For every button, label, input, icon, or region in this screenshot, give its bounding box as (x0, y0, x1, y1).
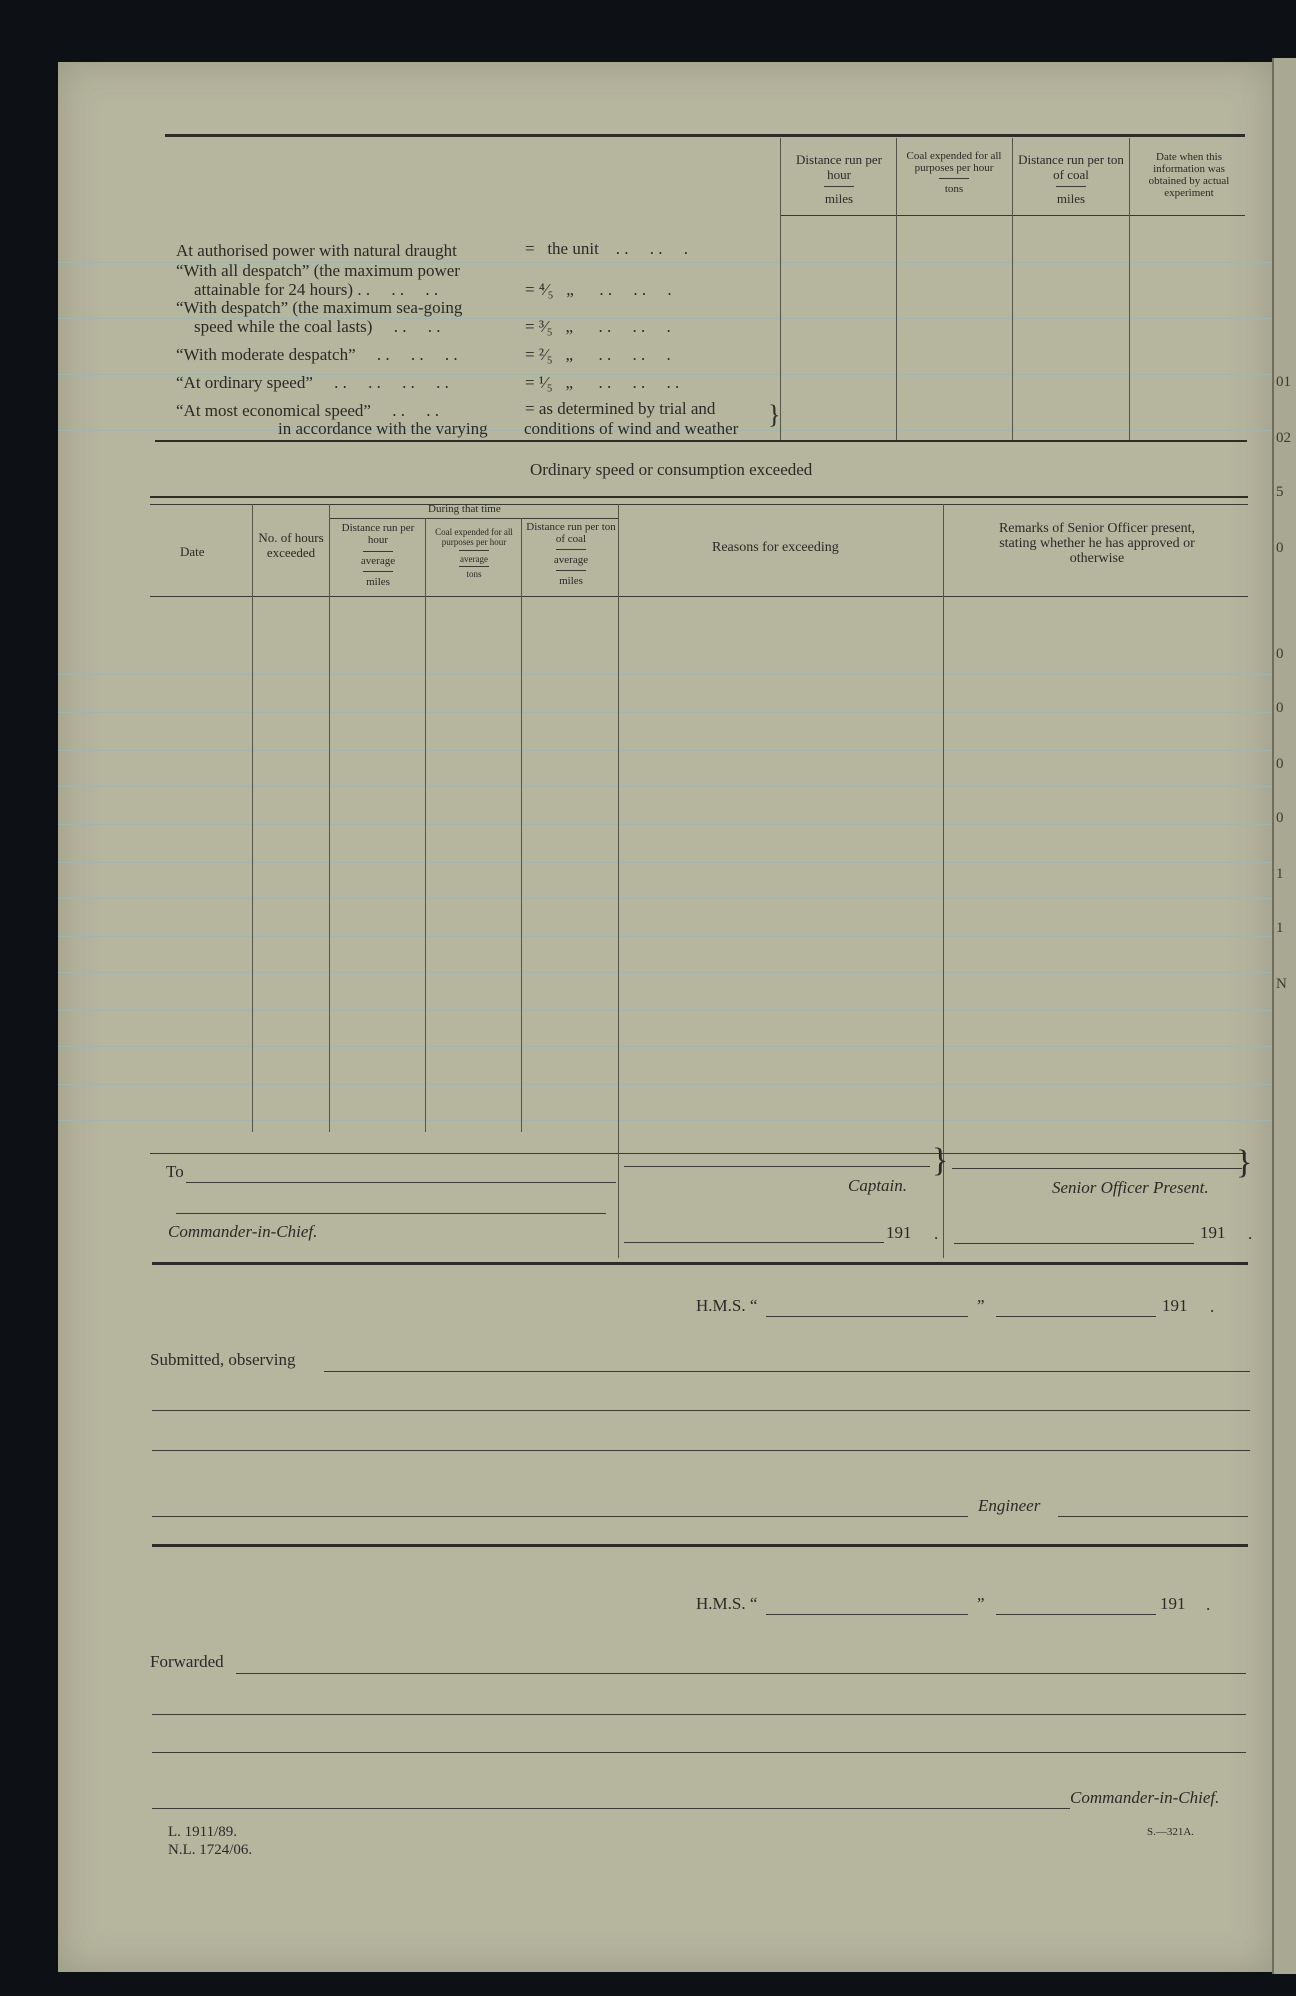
row-authorised-power: At authorised power with natural draught (176, 241, 457, 260)
row-ordinary-speed-label: “At ordinary speed” . . . . . . . . (176, 373, 449, 392)
captain-label: Captain. (848, 1176, 908, 1195)
col-coal-per-hour: Coal expended for all purposes per hour average tons (435, 527, 513, 579)
row-despatch-value: = ³⁄₅ „ . . . . . (525, 317, 671, 336)
col-during-that-time: During that time (428, 503, 501, 515)
col-reasons: Reasons for exceeding (712, 540, 839, 555)
edge-number: 0 (1276, 700, 1284, 716)
row-despatch-label-2: speed while the coal lasts) . . . . (194, 317, 441, 336)
senior-year: 191 (1200, 1223, 1226, 1242)
hms-label: H.M.S. “ (696, 1594, 758, 1613)
row-economical-value: = as determined by trial and (525, 399, 716, 418)
senior-officer-label: Senior Officer Present. (1052, 1178, 1209, 1197)
captain-year: 191 (886, 1223, 912, 1242)
row-all-despatch-value: = ⁴⁄₅ „ . . . . . (525, 280, 672, 299)
col-distance-per-ton: Distance run per ton of coal average miles (526, 521, 616, 587)
engineer-label: Engineer (978, 1496, 1041, 1515)
header-distance-per-ton: Distance run per ton of coal miles (1018, 152, 1124, 206)
row-economical-label-2: in accordance with the varying (278, 419, 488, 438)
edge-number: 1 (1276, 920, 1284, 936)
row-all-despatch-label-2: attainable for 24 hours) . . . . . . (194, 280, 439, 299)
period-mark: . (1210, 1297, 1215, 1316)
adjacent-page-edge (1272, 58, 1296, 1974)
period-mark: . (1248, 1224, 1253, 1243)
edge-number: 1 (1276, 866, 1284, 882)
row-economical-label: “At most economical speed” . . . . (176, 401, 439, 420)
commander-label: Commander-in-Chief. (1070, 1788, 1220, 1807)
col-distance-per-hour: Distance run per hour average miles (341, 522, 415, 588)
to-label: To (166, 1162, 184, 1181)
header-distance-per-hour: Distance run per hour miles (796, 152, 882, 206)
edge-number: N (1276, 976, 1287, 992)
close-quote: ” (977, 1296, 985, 1315)
row-economical-value-2: conditions of wind and weather (524, 419, 739, 438)
edge-number: 02 (1276, 430, 1291, 446)
submitted-label: Submitted, observing (150, 1350, 296, 1369)
col-date: Date (180, 544, 205, 559)
col-hours-exceeded: No. of hours exceeded (258, 530, 324, 560)
edge-number: 5 (1276, 484, 1284, 500)
close-quote: ” (977, 1594, 985, 1613)
col-remarks: Remarks of Senior Officer present, stating whether he has approved or otherwise (998, 521, 1196, 566)
edge-number: 01 (1276, 374, 1291, 390)
brace-mark: } (932, 1142, 949, 1179)
brace-mark: } (768, 400, 781, 429)
brace-mark: } (1236, 1144, 1253, 1181)
header-date-obtained: Date when this information was obtained by actual experiment (1148, 151, 1230, 199)
date-year: 191 (1160, 1594, 1186, 1613)
forwarded-label: Forwarded (150, 1652, 224, 1671)
edge-number: 0 (1276, 756, 1284, 772)
form-number: S.—321A. (1147, 1826, 1195, 1838)
reference-number-1: L. 1911/89. (168, 1824, 238, 1840)
period-mark: . (1206, 1595, 1211, 1614)
section-title-exceeded: Ordinary speed or consumption exceeded (530, 460, 813, 479)
period-mark: . (934, 1224, 939, 1243)
row-moderate-despatch-value: = ²⁄₅ „ . . . . . (525, 345, 671, 364)
row-moderate-despatch-label: “With moderate despatch” . . . . . . (176, 345, 458, 364)
row-despatch-label: “With despatch” (the maximum sea-going (176, 298, 463, 317)
hms-label: H.M.S. “ (696, 1296, 758, 1315)
commander-label: Commander-in-Chief. (168, 1222, 318, 1241)
edge-number: 0 (1276, 540, 1284, 556)
header-coal-per-hour: Coal expended for all purposes per hour tons (906, 150, 1002, 195)
reference-number-2: N.L. 1724/06. (168, 1842, 253, 1858)
row-all-despatch-label: “With all despatch” (the maximum power (176, 261, 460, 280)
row-ordinary-speed-value: = ¹⁄₅ „ . . . . . . (525, 373, 680, 392)
edge-number: 0 (1276, 810, 1284, 826)
date-year: 191 (1162, 1296, 1188, 1315)
edge-number: 0 (1276, 646, 1284, 662)
row-authorised-value: = the unit . . . . . (525, 239, 689, 258)
